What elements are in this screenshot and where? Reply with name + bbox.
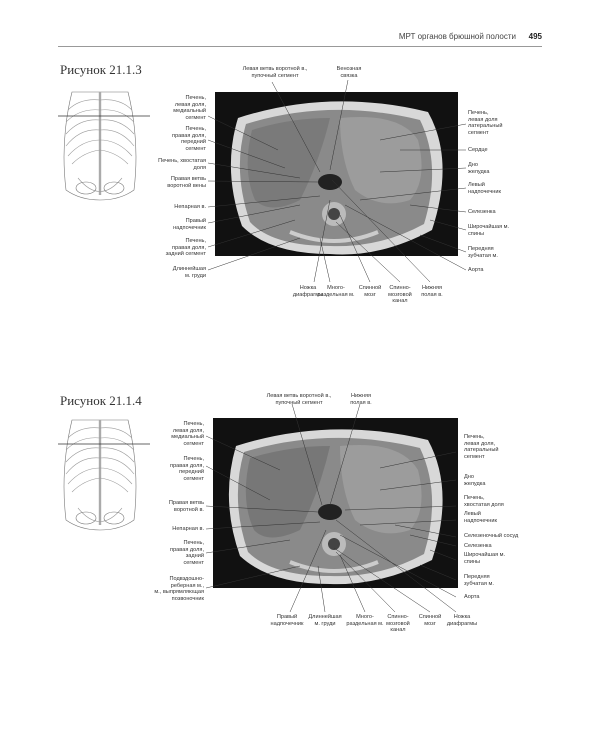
fig2-label-iliocostalis: Подвздошно- реберная м., м., выпрямляющая позвоночник xyxy=(154,576,204,602)
fig1-label-ligamentum-venosum: Венозная связка xyxy=(336,66,362,79)
fig2-label-latissimus-dorsi: Широчайшая м. спины xyxy=(464,552,506,565)
figure-1-title: Рисунок 21.1.3 xyxy=(60,62,142,77)
fig2-label-left-adrenal: Левый надпочечник xyxy=(464,511,497,524)
fig2-label-multifidus: Много- раздельная м. xyxy=(346,614,384,627)
fig1-label-spleen: Селезенка xyxy=(468,209,496,215)
fig1-label-left-portal-vein: Левая ветвь воротной в., пупочный сегмент xyxy=(242,66,308,79)
fig1-label-caudate-lobe: Печень, хвостатая доля xyxy=(158,158,206,171)
fig1-label-right-portal-vein: Правая ветвь воротной вены xyxy=(167,176,206,189)
fig1-label-multifidus: Много- раздельная м. xyxy=(317,285,355,298)
fig1-label-latissimus-dorsi: Широчайшая м. спины xyxy=(468,224,510,237)
fig1-label-right-adrenal: Правый надпочечник xyxy=(173,218,206,231)
fig1-label-liver-left-lateral: Печень, левая доля латеральный сегмент xyxy=(468,110,503,136)
fig2-label-spleen: Селезенка xyxy=(464,543,492,549)
torso-skeleton-diagram-1 xyxy=(64,92,136,200)
header-title: МРТ органов брюшной полости xyxy=(398,32,516,41)
fig1-label-gastric-fundus: Дно желудка xyxy=(468,162,490,175)
fig1-label-serratus-anterior: Передняя зубчатая м. xyxy=(468,246,498,259)
fig1-label-spinal-cord: Спинной мозг xyxy=(358,285,382,298)
fig2-label-right-adrenal: Правый надпочечник xyxy=(270,614,304,627)
fig2-label-serratus-anterior: Передняя зубчатая м. xyxy=(464,574,494,587)
fig2-label-liver-right-posterior: Печень, правая доля, задний сегмент xyxy=(170,540,204,566)
fig2-label-longissimus: Длиннейшая м. груди xyxy=(308,614,342,627)
fig1-label-left-adrenal: Левый надпочечник xyxy=(468,182,501,195)
fig1-label-aorta: Аорта xyxy=(468,267,484,273)
fig1-label-liver-left-medial: Печень, левая доля, медиальный сегмент xyxy=(173,95,206,121)
fig1-label-longissimus: Длиннейшая м. груди xyxy=(172,266,206,279)
torso-skeleton-diagram-2 xyxy=(64,420,136,530)
fig2-label-spinal-canal: Спинно- мозговой канал xyxy=(386,614,410,634)
fig2-label-spinal-cord: Спинной мозг xyxy=(418,614,442,627)
fig2-label-liver-right-anterior: Печень, правая доля, передний сегмент xyxy=(170,456,204,482)
fig2-label-right-portal-vein: Правая ветвь воротной в. xyxy=(168,500,204,513)
fig2-label-diaphragm-crus: Ножка диафрагмы xyxy=(446,614,478,627)
fig2-label-aorta: Аорта xyxy=(464,594,480,600)
fig2-label-liver-left-lateral: Печень, левая доля, латеральный сегмент xyxy=(464,434,499,460)
fig2-label-caudate-lobe: Печень, хвостатая доля xyxy=(464,495,504,508)
fig2-label-ivc: Нижняя полая в. xyxy=(350,393,372,406)
fig2-label-left-portal-vein: Левая ветвь воротной в., пупочный сегмент xyxy=(266,393,332,406)
fig1-label-ivc: Нижняя полая в. xyxy=(421,285,443,298)
fig1-label-heart: Сердце xyxy=(468,147,488,153)
fig1-label-liver-right-anterior: Печень, правая доля, передний сегмент xyxy=(172,126,206,152)
page-number: 495 xyxy=(528,32,542,41)
fig2-label-azygos-vein: Непарная в. xyxy=(172,526,204,532)
fig1-label-spinal-canal: Спинно- мозговой канал xyxy=(388,285,412,305)
fig2-label-gastric-fundus: Дно желудка xyxy=(464,474,486,487)
figure-2-title: Рисунок 21.1.4 xyxy=(60,393,142,408)
fig1-label-liver-right-posterior: Печень, правая доля, задний сегмент xyxy=(165,238,206,258)
fig1-label-azygos-vein: Непарная в. xyxy=(174,204,206,210)
fig1-label-diaphragm-crus: Ножка диафрагмы xyxy=(292,285,324,298)
fig2-label-liver-left-medial: Печень, левая доля, медиальный сегмент xyxy=(171,421,204,447)
fig2-label-splenic-vessel: Селезеночный сосуд xyxy=(464,533,519,539)
